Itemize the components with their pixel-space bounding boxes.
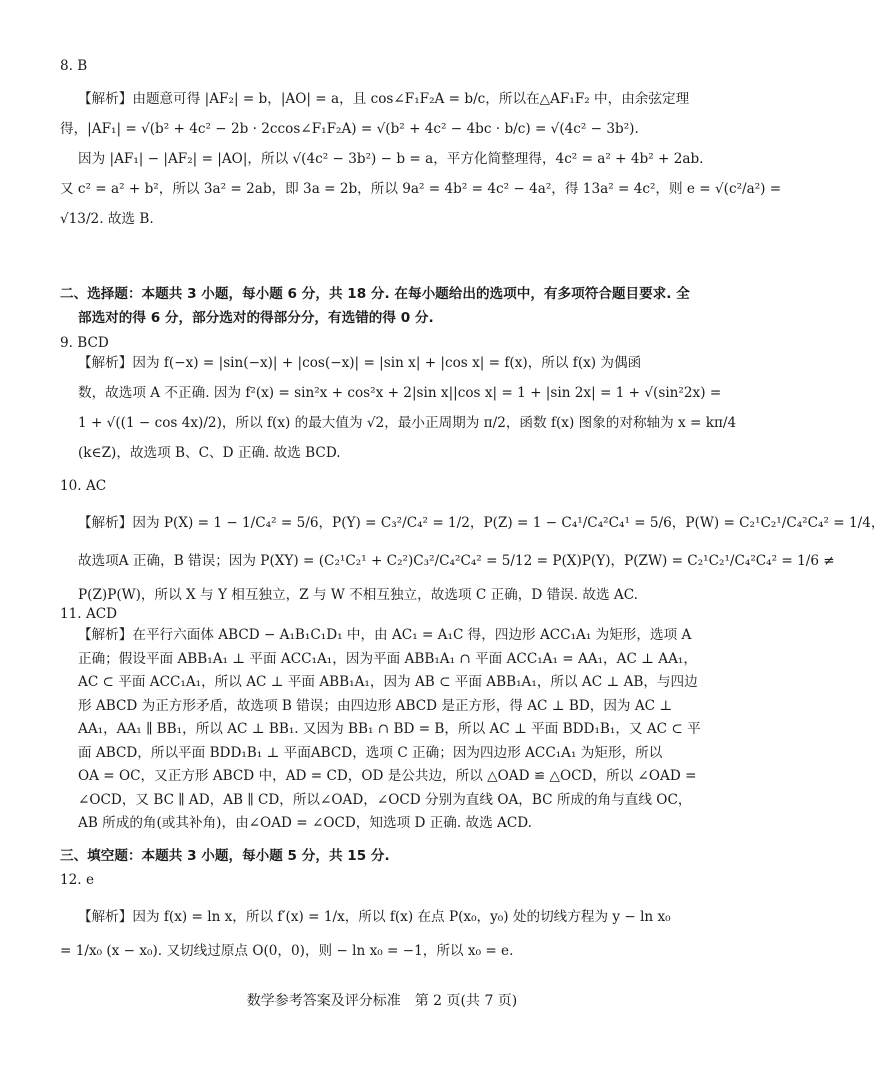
section-2-heading-cont: 部选对的得 6 分，部分选对的得部分分，有选错的得 0 分.	[78, 310, 434, 326]
q8-line-1: 【解析】由题意可得 |AF₂| = b，|AO| = a，且 cos∠F₁F₂A = b/c，所以在△AF₁F₂ 中，由余弦定理	[78, 91, 690, 107]
q9-line-2: 数，故选项 A 不正确. 因为 f²(x) = sin²x + cos²x + 2|sin x||cos x| = 1 + |sin 2x| = 1 + √(sin²2x) =	[78, 385, 722, 401]
q9-line-3: 1 + √((1 − cos 4x)/2)，所以 f(x) 的最大值为 √2，最小正周期为 π/2，函数 f(x) 图象的对称轴为 x = kπ/4	[78, 415, 737, 431]
q9-line-4: (k∈Z)，故选项 B、C、D 正确. 故选 BCD.	[78, 445, 341, 461]
q9-solution	[78, 348, 737, 468]
q8-answer: 8. B	[60, 58, 88, 74]
page-footer: 数学参考答案及评分标准 第 2 页(共 7 页)	[246, 993, 518, 1009]
q9-answer: 9. BCD	[60, 335, 109, 351]
q10-solution	[78, 504, 884, 610]
q11-line-9: AB 所成的角(或其补角)，由∠OAD = ∠OCD，知选项 D 正确. 故选 ACD.	[78, 815, 532, 831]
q8-line-2: 得，|AF₁| = √(b² + 4c² − 2b · 2ccos∠F₁F₂A) = √(b² + 4c² − 4bc · b/c) = √(4c² − 3b²).	[60, 121, 639, 137]
q11-line-3: AC ⊂ 平面 ACC₁A₁，所以 AC ⊥ 平面 ABB₁A₁，因为 AB ⊂ 平面 ABB₁A₁，所以 AC ⊥ AB，与四边	[78, 674, 698, 690]
section-3-heading: 三、填空题：本题共 3 小题，每小题 5 分，共 15 分.	[60, 848, 390, 864]
q12-line-2: = 1/x₀ (x − x₀). 又切线过原点 O(0，0)，则 − ln x₀ = −1，所以 x₀ = e.	[60, 943, 514, 959]
q8-solution	[60, 84, 782, 234]
q10-line-3: P(Z)P(W)，所以 X 与 Y 相互独立，Z 与 W 不相互独立，故选项 C 正确，D 错误. 故选 AC.	[78, 587, 638, 603]
q8-line-3: 因为 |AF₁| − |AF₂| = |AO|，所以 √(4c² − 3b²) − b = a，平方化简整理得，4c² = a² + 4b² + 2ab.	[78, 151, 704, 167]
q12-solution	[60, 898, 706, 966]
section-2-heading: 二、选择题：本题共 3 小题，每小题 6 分，共 18 分. 在每小题给出的选项中，有多项符合题目要求. 全	[60, 286, 690, 302]
q12-answer: 12. e	[60, 872, 94, 888]
q11-line-4: 形 ABCD 为正方形矛盾，故选项 B 错误；由四边形 ABCD 是正方形，得 AC ⊥ BD，因为 AC ⊥	[78, 697, 673, 714]
q11-solution	[78, 624, 706, 836]
q11-line-7: OA = OC，又正方形 ABCD 中，AD = CD，OD 是公共边，所以 △OAD ≌ △OCD，所以 ∠OAD =	[78, 768, 697, 784]
q11-line-2: 正确；假设平面 ABB₁A₁ ⊥ 平面 ACC₁A₁，因为平面 ABB₁A₁ ∩ 平面 ACC₁A₁ = AA₁，AC ⊥ AA₁，	[78, 650, 697, 667]
q11-line-6: 面 ABCD，所以平面 BDD₁B₁ ⊥ 平面ABCD，选项 C 正确；因为四边形 ACC₁A₁ 为矩形，所以	[78, 744, 663, 761]
q12-line-1: 【解析】因为 f(x) = ln x，所以 f′(x) = 1/x，所以 f(x) 在点 P(x₀，y₀) 处的切线方程为 y − ln x₀	[78, 909, 671, 925]
q8-line-5: √13/2. 故选 B.	[60, 211, 154, 227]
q10-line-2: 故选项A 正确，B 错误；因为 P(XY) = (C₂¹C₂¹ + C₂²)C₃²/C₄²C₄² = 5/12 = P(X)P(Y)，P(ZW) = C₂¹C₂¹/C₄²C₄² = 1/6 ≠	[78, 553, 835, 569]
q11-line-5: AA₁，AA₁ ∥ BB₁，所以 AC ⊥ BB₁. 又因为 BB₁ ∩ BD = B，所以 AC ⊥ 平面 BDD₁B₁，又 AC ⊂ 平	[78, 721, 701, 737]
q8-line-4: 又 c² = a² + b²，所以 3a² = 2ab，即 3a = 2b，所以 9a² = 4b² = 4c² − 4a²，得 13a² = 4c²，则 e = √(c²/a²) =	[60, 181, 782, 197]
q10-line-1: 【解析】因为 P(X) = 1 − 1/C₄² = 5/6，P(Y) = C₃²/C₄² = 1/2，P(Z) = 1 − C₄¹/C₄²C₄¹ = 5/6，P(W) = C₂¹C₂¹/C₄²C₄² = 1/4，	[78, 515, 884, 531]
q11-line-1: 【解析】在平行六面体 ABCD − A₁B₁C₁D₁ 中，由 AC₁ = A₁C 得，四边形 ACC₁A₁ 为矩形，选项 A	[78, 627, 692, 643]
q10-answer: 10. AC	[60, 478, 107, 494]
q11-answer: 11. ACD	[60, 606, 118, 622]
q11-line-8: ∠OCD，又 BC ∥ AD，AB ∥ CD，所以∠OAD，∠OCD 分别为直线 OA，BC 所成的角与直线 OC，	[78, 791, 692, 808]
q9-line-1: 【解析】因为 f(−x) = |sin(−x)| + |cos(−x)| = |sin x| + |cos x| = f(x)，所以 f(x) 为偶函	[78, 355, 642, 371]
